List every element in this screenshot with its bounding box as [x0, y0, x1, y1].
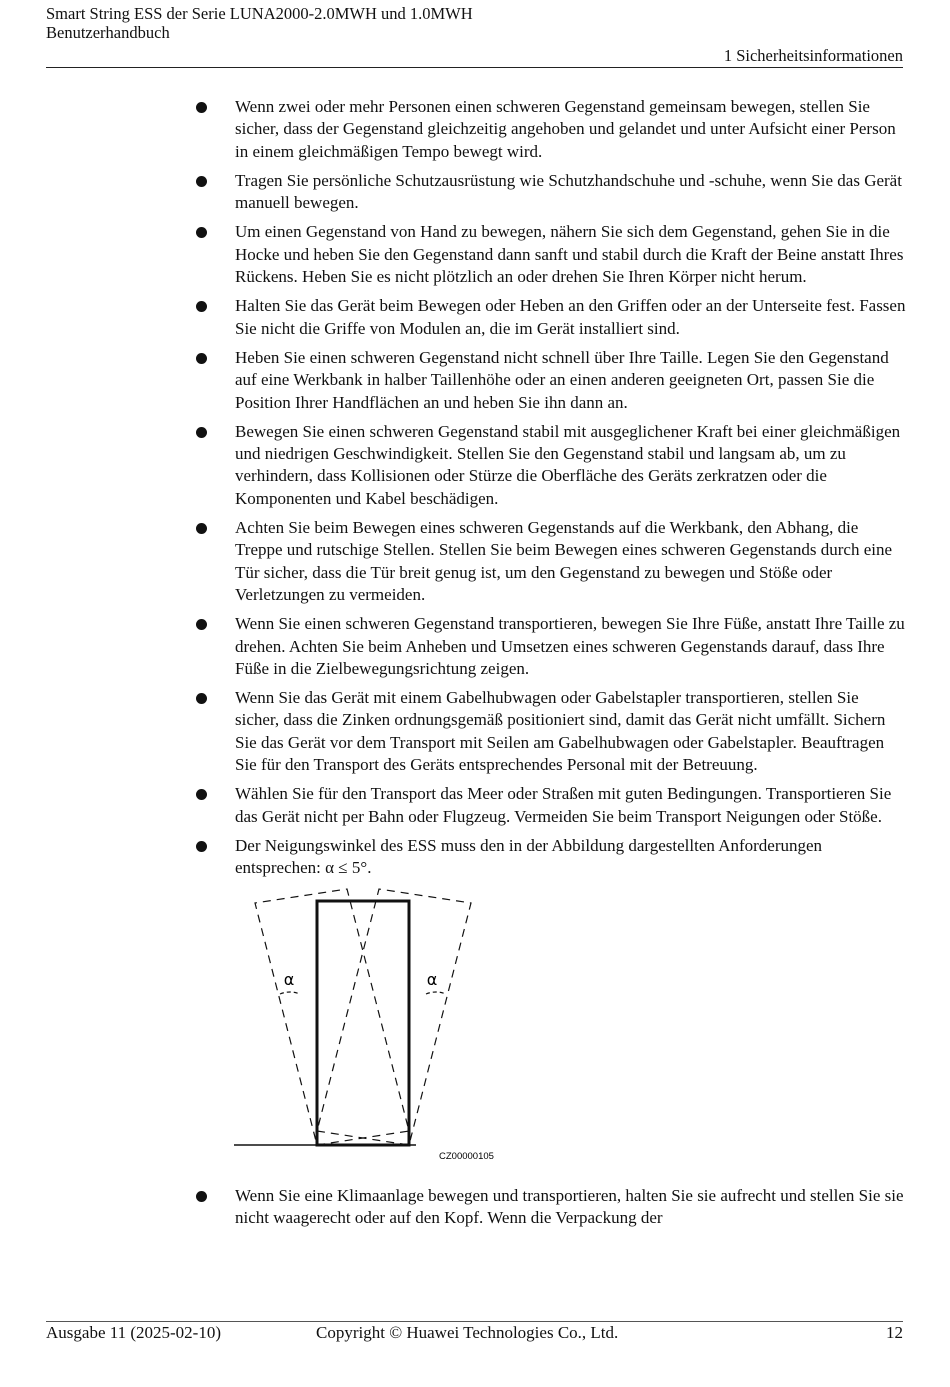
bullet-icon — [196, 841, 207, 852]
list-item-text: Wenn Sie einen schweren Gegenstand transportieren, bewegen Sie Ihre Füße, anstatt Ihre Taille zu drehen. Achten Sie beim Anheben und Umsetzen eines schweren Gegenstands darauf, dass Ihre Füße in die Zielbewegungsrichtung zeigen. — [235, 614, 905, 678]
bullet-icon — [196, 227, 207, 238]
list-item-text: Der Neigungswinkel des ESS muss den in der Abbildung dargestellten Anforderungen entsprechen: α ≤ 5°. — [235, 835, 823, 878]
bullet-icon — [196, 102, 207, 113]
tilt-angle-diagram — [234, 887, 504, 1171]
angle-label-left: α — [283, 969, 295, 989]
list-item — [196, 1185, 906, 1230]
bullet-icon — [196, 301, 207, 312]
list-item-text: Wenn Sie das Gerät mit einem Gabelhubwagen oder Gabelstapler transportieren, stellen Sie sicher, dass die Zinken ordnungsgemäß positioniert sind, damit das Gerät nicht umfällt. Sichern Sie das Gerät vor dem Transport mit Seilen am Gabelhubwagen oder Gabelstapler. Beauftragen Sie für den Transport des Geräts entsprechendes Personal mit der Betreuung. — [235, 688, 886, 775]
bullet-icon — [196, 427, 207, 438]
page-number: 12 — [886, 1323, 903, 1342]
list-item-text: Heben Sie einen schweren Gegenstand nicht schnell über Ihre Taille. Legen Sie den Gegenstand auf eine Werkbank in halber Taillenhöhe oder an einen anderen geeigneten Ort, passen Sie die Position Ihrer Handflächen an und heben Sie ihn dann an. — [235, 347, 889, 412]
list-item-text: Wenn Sie eine Klimaanlage bewegen und transportieren, halten Sie sie aufrecht und stellen Sie sie nicht waagerecht oder auf den Kopf. Wenn die Verpackung der — [235, 1185, 904, 1227]
figure-code: CZ00000105 — [439, 1150, 494, 1162]
copyright-label: Copyright © Huawei Technologies Co., Ltd. — [316, 1323, 619, 1342]
list-item — [196, 613, 906, 680]
section-title: 1 Sicherheitsinformationen — [723, 46, 903, 65]
tilt-angle-figure — [234, 887, 504, 1171]
page-header — [46, 4, 903, 65]
edition-label: Ausgabe 11 (2025-02-10) — [46, 1323, 221, 1342]
bullet-icon — [196, 523, 207, 534]
list-item — [196, 517, 906, 606]
header-divider — [46, 67, 903, 68]
list-item — [196, 687, 906, 776]
document-title: Smart String ESS der Serie LUNA2000-2.0MWH und 1.0MWH — [46, 4, 473, 23]
cabinet-upright — [317, 901, 409, 1145]
list-item-text: Wenn zwei oder mehr Personen einen schweren Gegenstand gemeinsam bewegen, stellen Sie sicher, dass der Gegenstand gleichzeitig angehoben und gelandet und unter Aufsicht einer Person in einem gleichmäßigen Tempo bewegt wird. — [235, 97, 896, 161]
list-item-text: Halten Sie das Gerät beim Bewegen oder Heben an den Griffen oder an der Unterseite fest. Fassen Sie nicht die Griffe von Modulen an, die im Gerät installiert sind. — [235, 296, 906, 338]
list-item-text: Achten Sie beim Bewegen eines schweren Gegenstands auf die Werkbank, den Abhang, die Treppe und rutschige Stellen. Stellen Sie beim Bewegen eines schweren Gegenstands durch eine Tür sicher, dass die Tür breit genug ist, um den Gegenstand zu bewegen und Stöße oder Verletzungen zu vermeiden. — [235, 518, 893, 604]
list-item — [196, 96, 906, 163]
bullet-list-continued — [196, 1185, 906, 1230]
list-item-text: Um einen Gegenstand von Hand zu bewegen, nähern Sie sich dem Gegenstand, gehen Sie in die Hocke und heben Sie den Gegenstand dann sanft und stabil durch die Kraft der Beine anstatt Ihres Rückens. Heben Sie es nicht plötzlich an oder drehen Sie Ihren Körper nicht herum. — [235, 222, 904, 287]
main-content — [196, 96, 906, 1236]
list-item — [196, 783, 906, 828]
list-item — [196, 295, 906, 340]
tilt-right-outline — [317, 889, 471, 1145]
angle-label-right: α — [426, 969, 438, 989]
list-item-text: Tragen Sie persönliche Schutzausrüstung wie Schutzhandschuhe und -schuhe, wenn Sie das Gerät manuell bewegen. — [235, 170, 902, 213]
bullet-list — [196, 96, 906, 880]
bullet-icon — [196, 1191, 207, 1202]
list-item-text: Wählen Sie für den Transport das Meer oder Straßen mit guten Bedingungen. Transportieren Sie das Gerät nicht per Bahn oder Flugzeug. Vermeiden Sie beim Transport Neigungen oder Stöße. — [235, 784, 892, 826]
angle-arc-right — [426, 992, 446, 994]
list-item — [196, 170, 906, 215]
list-item — [196, 835, 906, 880]
list-item-text: Bewegen Sie einen schweren Gegenstand stabil mit ausgeglichener Kraft bei einer gleichmäßigen und niedrigen Geschwindigkeit. Stellen Sie den Gegenstand stabil und langsam ab, um zu verhindern, dass Kollisionen oder Stürze die Oberfläche des Geräts zerkratzen oder die Komponenten und Kabel beschädigen. — [235, 421, 901, 508]
bullet-icon — [196, 176, 207, 187]
list-item — [196, 421, 906, 510]
document-subtitle: Benutzerhandbuch — [46, 23, 170, 42]
bullet-icon — [196, 693, 207, 704]
tilt-left-outline — [255, 889, 409, 1145]
bullet-icon — [196, 789, 207, 800]
bullet-icon — [196, 353, 207, 364]
list-item — [196, 221, 906, 288]
list-item — [196, 347, 906, 414]
angle-arc-left — [280, 992, 300, 994]
bullet-icon — [196, 619, 207, 630]
